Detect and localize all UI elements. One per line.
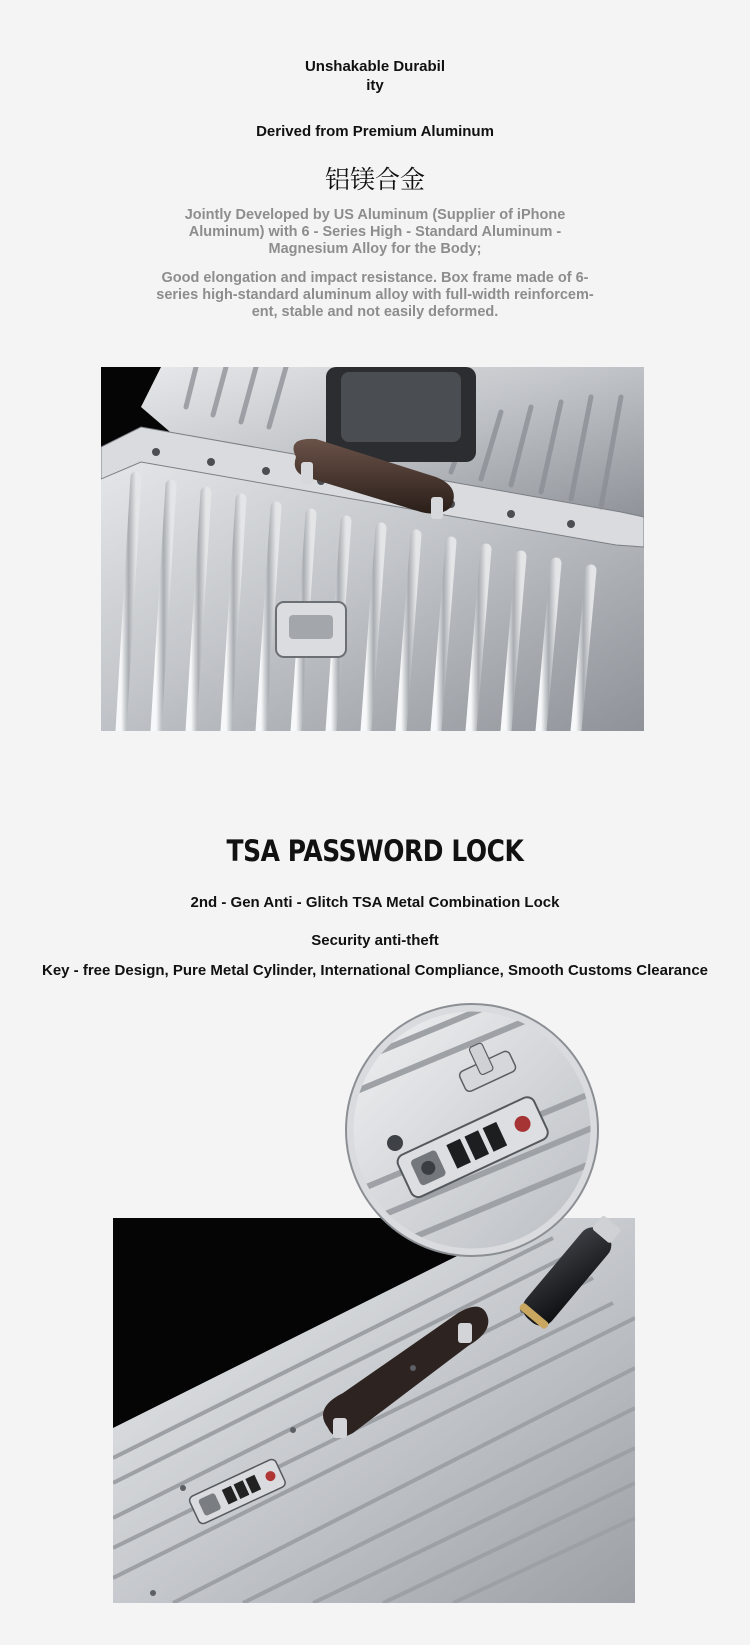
alloy-description-line2: Aluminum) with 6 - Series High - Standard Aluminum - — [188, 224, 562, 240]
alloy-description — [0, 207, 750, 258]
durability-title-line2: ity — [366, 77, 384, 94]
magnifier-icon — [340, 998, 720, 1343]
tsa-lock-title: TSA PASSWORD LOCK — [226, 834, 524, 868]
alloy-description-line3: Magnesium Alloy for the Body; — [268, 241, 482, 257]
durability-title — [0, 57, 750, 95]
suitcase-top-illustration — [101, 367, 644, 731]
frame-description-line3: ent, stable and not easily deformed. — [251, 304, 499, 320]
aluminum-subtitle: Derived from Premium Aluminum — [256, 123, 494, 140]
chinese-alloy-title: 铝镁合金 — [324, 165, 425, 194]
tsa-lock-subtitle: 2nd - Gen Anti - Glitch TSA Metal Combination Lock — [190, 894, 560, 911]
lock-features: Key - free Design, Pure Metal Cylinder, International Compliance, Smooth Customs Clearance — [42, 962, 708, 979]
alloy-description-line1: Jointly Developed by US Aluminum (Supplier of iPhone — [184, 207, 566, 223]
security-label: Security anti-theft — [311, 932, 439, 949]
durability-title-line1: Unshakable Durabil — [304, 58, 446, 75]
frame-description — [0, 270, 750, 321]
frame-description-line1: Good elongation and impact resistance. Box frame made of 6- — [161, 270, 589, 286]
suitcase-handle-photo — [101, 367, 644, 731]
frame-description-line2: series high-standard aluminum alloy with full-width reinforcem- — [156, 287, 594, 303]
magnifier-lock-closeup — [340, 998, 720, 1343]
